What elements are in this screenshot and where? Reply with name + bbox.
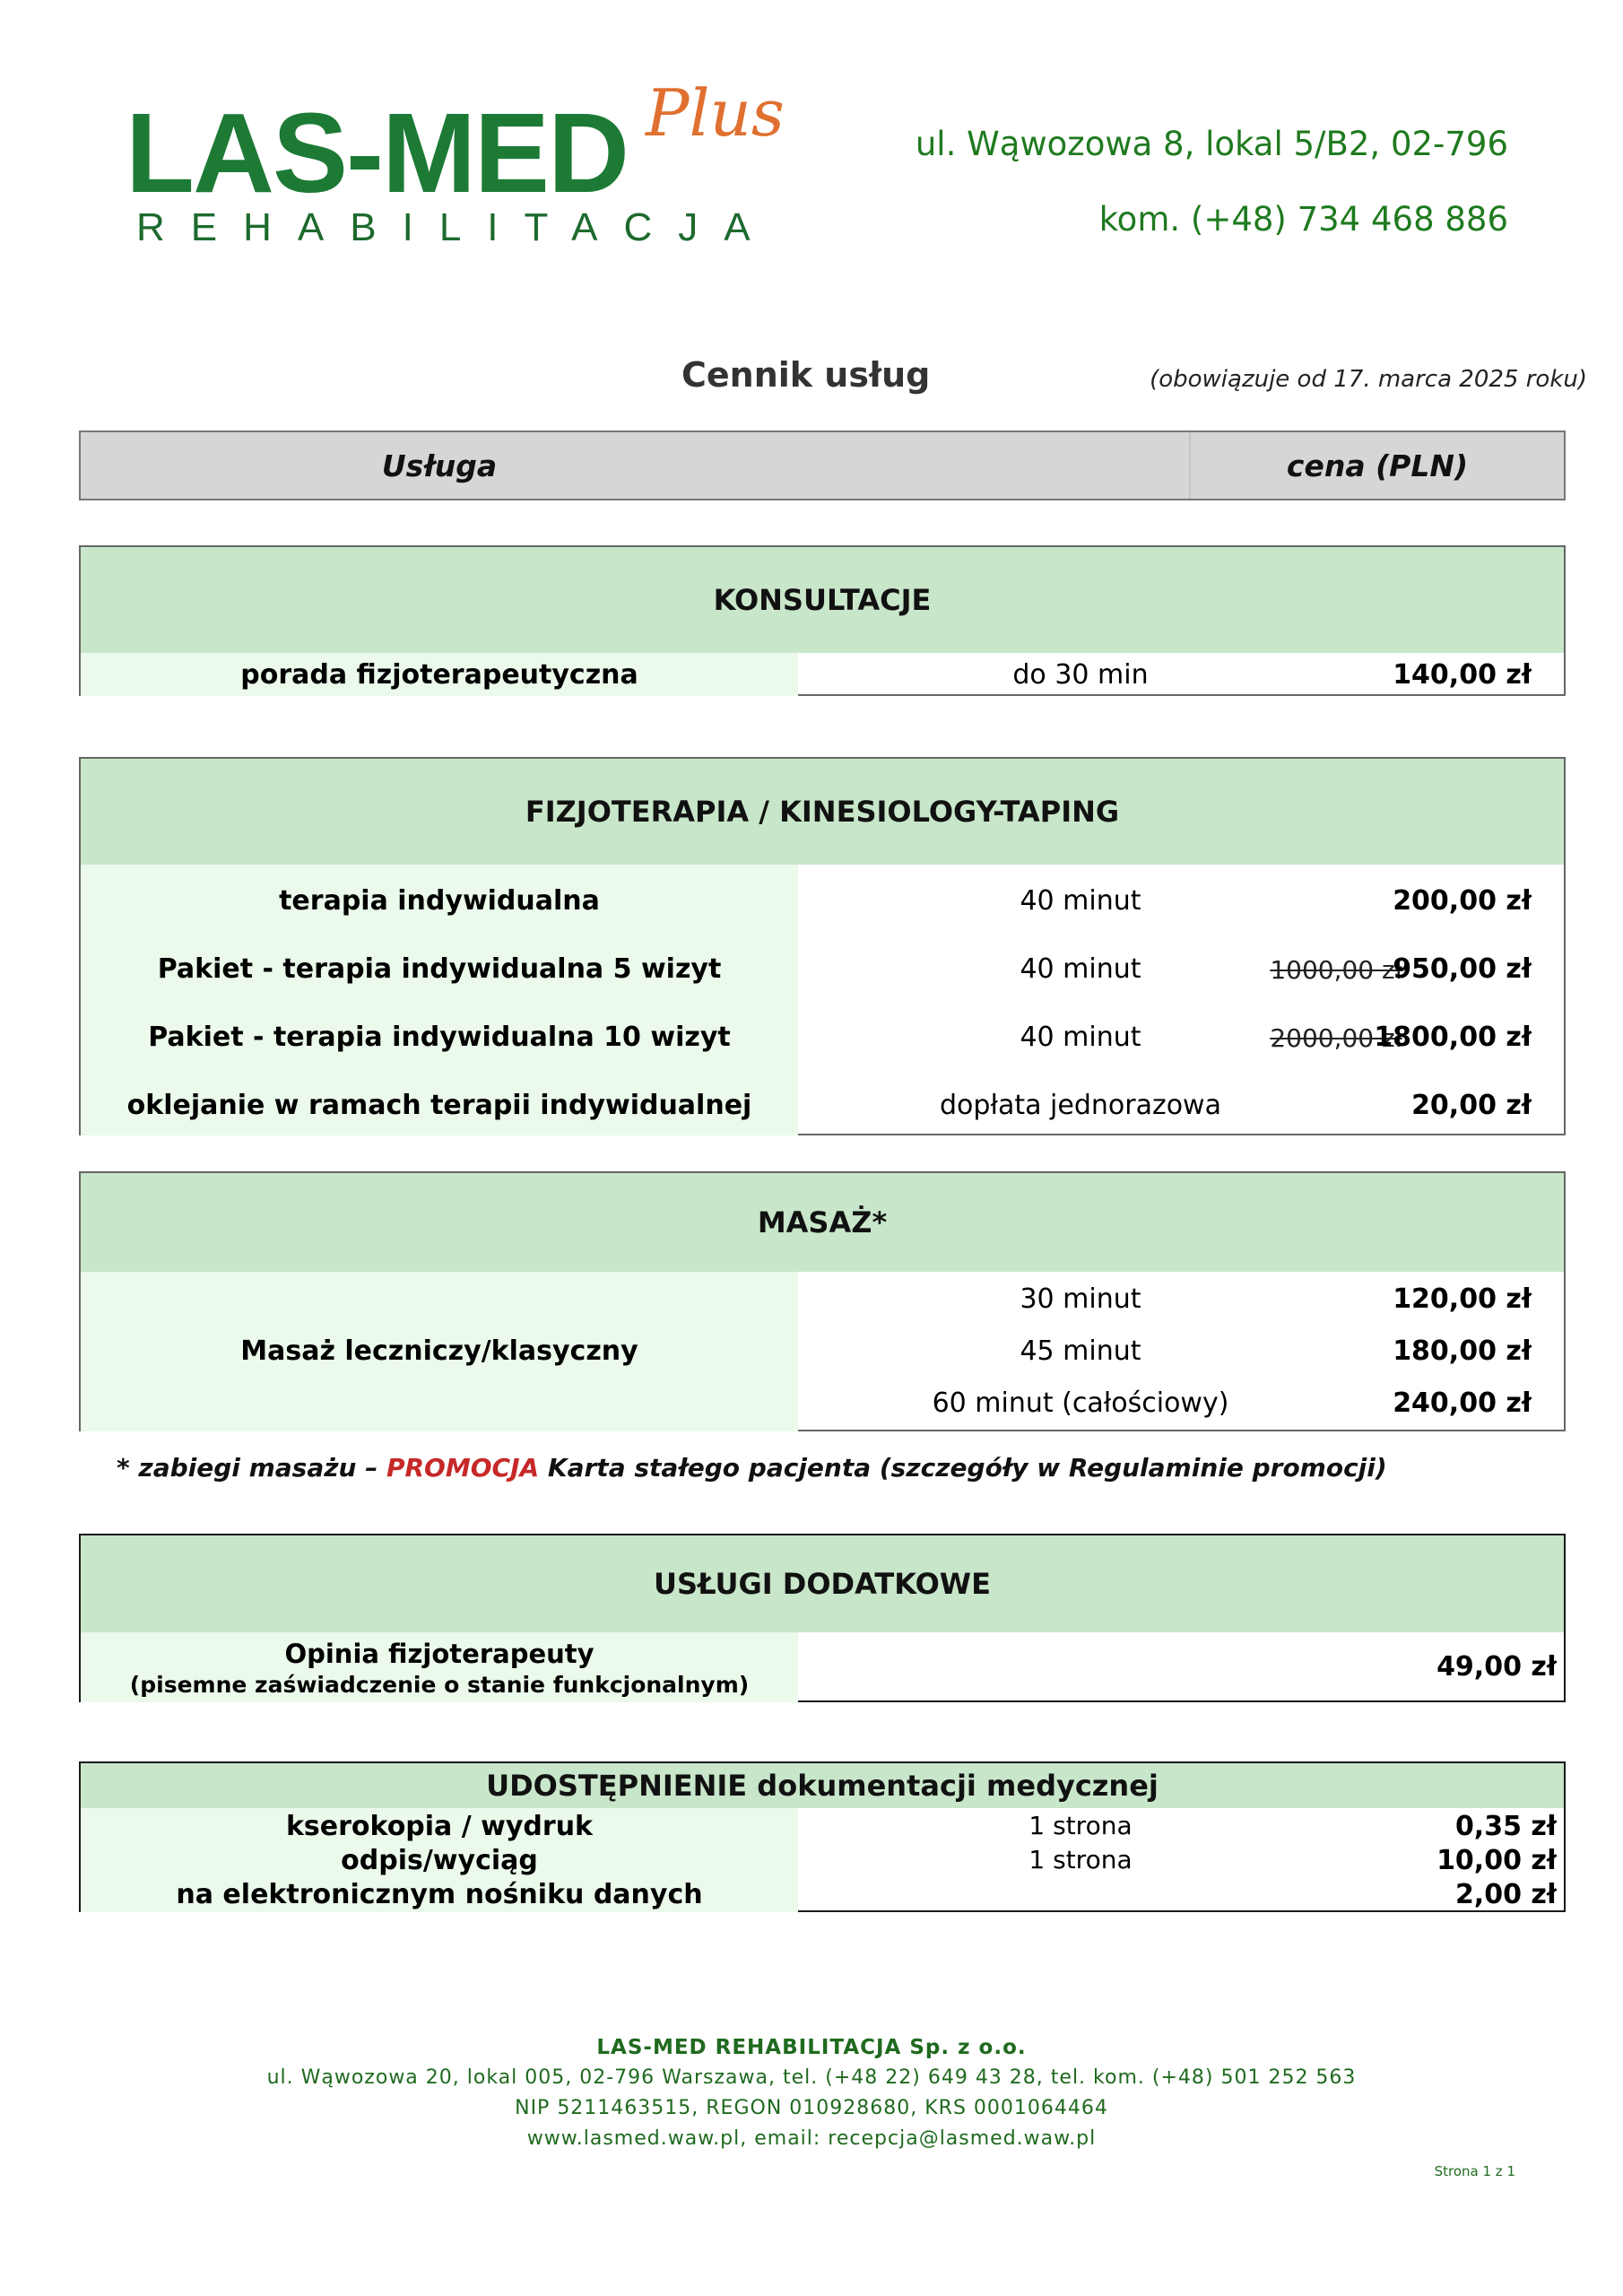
valid-from-note: (obowiązuje od 17. marca 2025 roku) <box>1150 366 1587 393</box>
service-price: 120,00 zł <box>1393 1283 1532 1315</box>
service-price: 2,00 zł <box>1454 1879 1557 1910</box>
service-duration: 40 minut <box>1020 953 1141 985</box>
header-address: ul. Wąwozowa 8, lokal 5/B2, 02-796 <box>915 125 1508 163</box>
section-title: KONSULTACJE <box>81 547 1564 653</box>
service-price: 20,00 zł <box>1411 1090 1532 1121</box>
section-title: MASAŻ* <box>81 1173 1564 1272</box>
section-title: UDOSTĘPNIENIE dokumentacji medycznej <box>81 1763 1564 1808</box>
service-price: 1800,00 zł <box>1374 1022 1532 1053</box>
service-price: 240,00 zł <box>1393 1387 1532 1419</box>
service-duration: 45 minut <box>1020 1335 1141 1367</box>
service-name: terapia indywidualna <box>279 885 600 917</box>
column-service-header: Usługa <box>381 448 498 483</box>
service-name: Opinia fizjoterapeuty <box>284 1639 595 1669</box>
logo-wordmark: LAS-MED <box>126 90 628 216</box>
column-price-header: cena (PLN) <box>1286 448 1469 483</box>
service-name: odpis/wyciąg <box>341 1845 538 1876</box>
promo-suffix: Karta stałego pacjenta (szczegóły w Regulaminie promocji) <box>539 1453 1387 1483</box>
old-price-strikethrough: 1000,00 zł <box>1270 955 1402 985</box>
service-name: oklejanie w ramach terapii indywidualnej <box>126 1090 752 1121</box>
service-duration: 60 minut (całościowy) <box>932 1387 1229 1419</box>
service-name: Pakiet - terapia indywidualna 5 wizyt <box>157 953 722 985</box>
service-duration: 30 minut <box>1020 1283 1141 1315</box>
logo-subtitle: REHABILITACJA <box>136 205 777 249</box>
service-description: (pisemne zaświadczenie o stanie funkcjonalnym) <box>129 1672 750 1698</box>
section-dokumentacja <box>79 1761 1566 1912</box>
service-price: 49,00 zł <box>1436 1651 1557 1683</box>
section-uslugi-dodatkowe <box>79 1534 1566 1702</box>
service-price: 180,00 zł <box>1393 1335 1532 1367</box>
old-price-strikethrough: 2000,00 zł <box>1270 1023 1402 1053</box>
service-name: na elektronicznym nośniku danych <box>176 1879 703 1910</box>
service-price: 0,35 zł <box>1454 1811 1557 1842</box>
footer-contact: www.lasmed.waw.pl, email: recepcja@lasmed.waw.pl <box>526 2127 1097 2150</box>
service-duration: 40 minut <box>1020 885 1141 917</box>
promo-prefix: * zabiegi masażu – <box>117 1453 386 1483</box>
section-masaz <box>79 1171 1566 1431</box>
service-duration: dopłata jednorazowa <box>940 1090 1221 1121</box>
service-name: porada fizjoterapeutyczna <box>240 659 638 691</box>
service-name: kserokopia / wydruk <box>285 1811 593 1842</box>
service-price: 10,00 zł <box>1436 1845 1557 1876</box>
service-price: 140,00 zł <box>1393 659 1532 691</box>
service-duration: do 30 min <box>1012 659 1149 691</box>
price-table-header <box>79 430 1566 500</box>
header-phone: kom. (+48) 734 468 886 <box>1098 200 1508 239</box>
service-unit: 1 strona <box>1028 1811 1133 1840</box>
footer-company: LAS-MED REHABILITACJA Sp. z o.o. <box>596 2036 1027 2059</box>
promo-highlight: PROMOCJA <box>386 1453 540 1483</box>
footer-address: ul. Wąwozowa 20, lokal 005, 02-796 Warszawa, tel. (+48 22) 649 43 28, tel. kom. (+48) 501 252 563 <box>266 2066 1357 2089</box>
section-fizjoterapia <box>79 757 1566 1135</box>
page-number: Strona 1 z 1 <box>1434 2163 1515 2179</box>
service-price: 950,00 zł <box>1393 953 1532 985</box>
service-name: Masaż leczniczy/klasyczny <box>240 1335 638 1367</box>
logo-plus-mark: Plus <box>646 75 785 151</box>
section-title: FIZJOTERAPIA / KINESIOLOGY-TAPING <box>81 759 1564 865</box>
section-title: USŁUGI DODATKOWE <box>81 1535 1564 1632</box>
page-title: Cennik usług <box>681 355 931 395</box>
section-konsultacje <box>79 545 1566 696</box>
service-duration: 40 minut <box>1020 1022 1141 1053</box>
service-name: Pakiet - terapia indywidualna 10 wizyt <box>148 1022 731 1053</box>
footer-registration-ids: NIP 5211463515, REGON 010928680, KRS 0001064464 <box>515 2097 1108 2119</box>
promo-note <box>117 1453 1387 1483</box>
service-unit: 1 strona <box>1028 1845 1133 1874</box>
service-price: 200,00 zł <box>1393 885 1532 917</box>
